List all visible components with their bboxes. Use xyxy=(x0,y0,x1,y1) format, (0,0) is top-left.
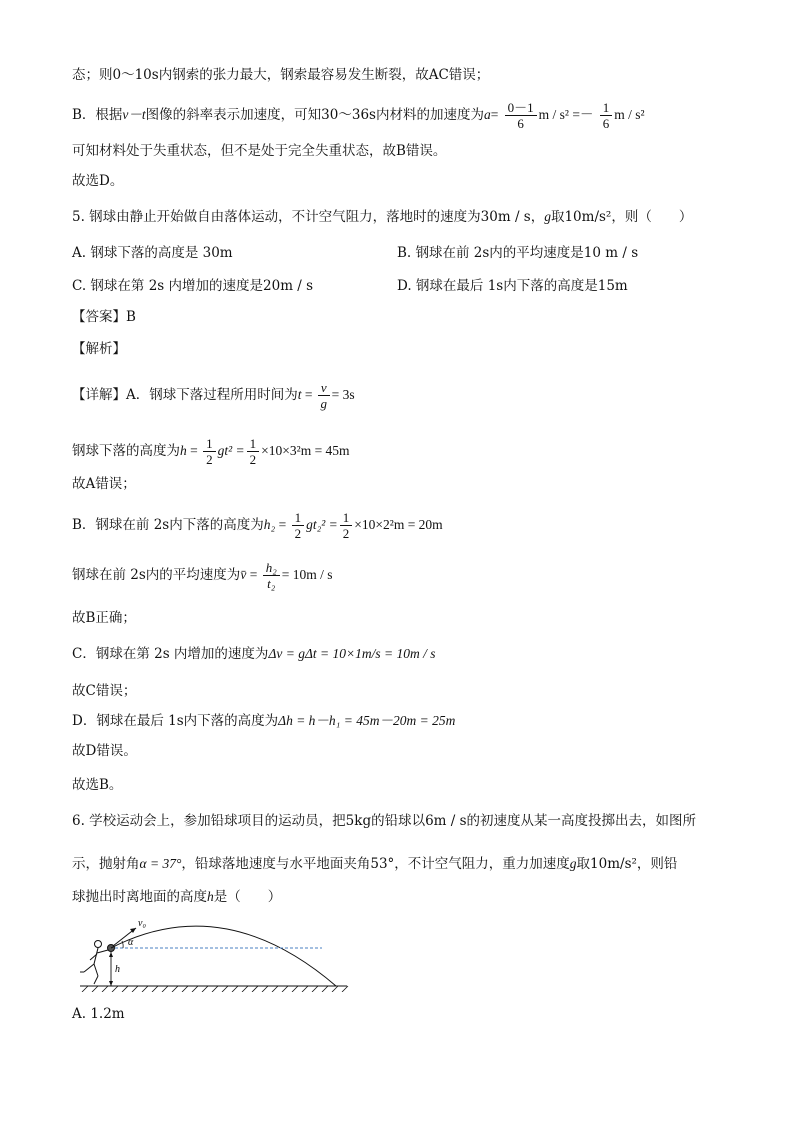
q5-option-b: B. 钢球在前 2s内的平均速度是10 m / s xyxy=(397,245,639,261)
detail-4-result: ×10×2²m = 20m xyxy=(354,517,443,532)
q5-detail-3: 故A错误； xyxy=(72,476,136,492)
detail-4-pre: B．钢球在前 2s内下落的高度为 xyxy=(72,517,264,533)
fraction-v-over-g xyxy=(318,380,330,411)
shot-put-figure xyxy=(72,910,362,992)
q5-option-d: D. 钢球在最后 1s内下落的高度是15m xyxy=(397,278,628,294)
fraction-num: 1 xyxy=(203,436,216,452)
q5-stem-a: 5. 钢球由静止开始做自由落体运动，不计空气阻力，落地时的速度为30m / s， xyxy=(72,209,545,225)
fraction-den: 2 xyxy=(342,526,350,541)
fraction-den: 6 xyxy=(517,116,524,131)
prev-line-1: 态；则0～10s内钢索的张力最大，钢索最容易发生断裂，故AC错误； xyxy=(72,67,490,83)
fraction-num: 1 xyxy=(292,510,305,526)
q5-stem-b: 取10m/s²，则（ ） xyxy=(550,209,693,225)
ground-hatch xyxy=(82,986,348,992)
q5-detail-6: 故B正确； xyxy=(72,610,136,626)
q5-option-a: A. 钢球下落的高度是 30m xyxy=(72,245,233,261)
eq-sign: = xyxy=(490,107,499,122)
h-symbol: h xyxy=(180,443,187,458)
alpha-value: α = 37° xyxy=(139,856,182,871)
q5-stem xyxy=(72,208,692,226)
detail-2-result: ×10×3²m = 45m xyxy=(261,443,350,458)
fraction-num: 1 xyxy=(600,100,613,116)
q5-detail-11: 故选B。 xyxy=(72,777,123,793)
detail-2-pre: 钢球下落的高度为 xyxy=(72,443,180,459)
fraction-den: 2 xyxy=(249,452,257,467)
label-alpha: α xyxy=(128,937,134,948)
unit-2: m / s² xyxy=(614,107,645,122)
g-symbol: g xyxy=(569,856,577,871)
fraction-den: 2 xyxy=(294,526,302,541)
fraction-num: h₂ xyxy=(263,560,280,576)
detail-2-mid: gt² = xyxy=(217,443,245,458)
vt-symbol: v－t xyxy=(122,107,146,122)
detail-9-pre: D．钢球在最后 1s内下落的高度为 xyxy=(72,713,279,729)
fraction-num: 0－1 xyxy=(505,100,537,116)
h2-symbol: h₂ xyxy=(263,517,276,532)
prev-line-2 xyxy=(72,100,645,131)
h-symbol: h xyxy=(207,889,214,904)
prev-line-4: 故选D。 xyxy=(72,173,124,189)
fraction-den: 2 xyxy=(206,452,213,467)
fraction-half-1 xyxy=(203,436,216,467)
q6-line-2-c: 取10m/s²，则铅 xyxy=(576,856,678,872)
q5-detail-9 xyxy=(72,712,455,730)
detail-5-pre: 钢球在前 2s内的平均速度为 xyxy=(72,567,241,583)
fraction-accel-2 xyxy=(600,100,613,131)
q6-line-2-b: ，铅球落地速度与水平地面夹角53°，不计空气阻力，重力加速度 xyxy=(181,856,570,872)
q5-detail-1: 【详解】A．钢球下落过程所用时间为t = $\frac{v}{g}$ = 3s xyxy=(72,380,355,411)
detail-4-mid: gt₂² = xyxy=(306,517,338,532)
g-symbol: g xyxy=(544,209,551,224)
detail-1-result: = 3s xyxy=(331,387,355,402)
prev-line-3: 可知材料处于失重状态，但不是处于完全失重状态，故B错误。 xyxy=(72,143,447,159)
a-symbol: a xyxy=(483,107,491,122)
fraction-half-2 xyxy=(247,436,260,467)
q6-line-3-a: 球抛出时离地面的高度 xyxy=(72,889,207,905)
unit-1: m / s² =－ xyxy=(538,107,594,122)
q6-option-a: A. 1.2m xyxy=(72,1006,125,1022)
trajectory-curve xyxy=(111,926,336,986)
q5-detail-4: B．钢球在前 2s内下落的高度为h₂ = $\frac{1}{2}$ gt₂² = $\frac{1}{2}$ ×10×2²m = 20m xyxy=(72,510,443,541)
detail-9-eq: Δh = h－h₁ = 45m－20m = 25m xyxy=(278,713,456,728)
q5-detail-2: 钢球下落的高度为h = $\frac{1}{2}$ gt² = $\frac{1}{2}$ ×10×3²m = 45m xyxy=(72,436,350,467)
q5-answer: 【答案】B xyxy=(72,309,136,325)
q6-stem-line-2 xyxy=(72,855,677,873)
fraction-num: 1 xyxy=(247,436,260,452)
vbar-symbol: v̄ xyxy=(240,567,247,582)
q5-option-c: C. 钢球在第 2s 内增加的速度是20m / s xyxy=(72,278,314,294)
detail-7-pre: C．钢球在第 2s 内增加的速度为 xyxy=(72,646,269,662)
detail-5-result: = 10m / s xyxy=(281,567,333,582)
label-h: h xyxy=(115,964,120,975)
label-v0: v₀ xyxy=(138,918,146,929)
fraction-den: 6 xyxy=(602,116,610,131)
q5-detail-7 xyxy=(72,645,435,663)
q5-analysis-label: 【解析】 xyxy=(72,341,126,357)
fraction-num: v xyxy=(318,380,330,396)
q5-detail-5: 钢球在前 2s内的平均速度为v̄ = $\frac{\text{h₂}}{\text{t₂}}$ = 10m / s xyxy=(72,560,333,591)
fraction-half-4 xyxy=(340,510,353,541)
fraction-den: t₂ xyxy=(267,576,276,591)
q5-detail-10: 故D错误。 xyxy=(72,743,137,759)
fraction-half-3 xyxy=(292,510,305,541)
q6-stem-line-1: 6. 学校运动会上，参加铅球项目的运动员，把5kg的铅球以6m / s的初速度从某一高度投掷出去，如图所 xyxy=(72,813,697,829)
q6-line-3-b: 是（ ） xyxy=(213,889,282,905)
fraction-num: 1 xyxy=(340,510,353,526)
q6-line-2-a: 示，抛射角 xyxy=(72,856,140,872)
athlete-figure xyxy=(80,941,108,985)
prev-line-2-pre: B．根据 xyxy=(72,107,123,123)
fraction-den: g xyxy=(320,396,328,411)
q5-detail-8: 故C错误； xyxy=(72,683,137,699)
detail-7-eq: Δv = gΔt = 10×1m/s = 10m / s xyxy=(268,646,436,661)
fraction-accel-1 xyxy=(505,100,537,131)
fraction-h2-over-t2 xyxy=(263,560,280,591)
q6-stem-line-3 xyxy=(72,888,281,906)
detail-1-pre: 【详解】A．钢球下落过程所用时间为 xyxy=(72,387,298,403)
t-symbol: t xyxy=(297,387,302,402)
prev-line-2-mid: 图像的斜率表示加速度，可知30～36s内材料的加速度为 xyxy=(145,107,484,123)
